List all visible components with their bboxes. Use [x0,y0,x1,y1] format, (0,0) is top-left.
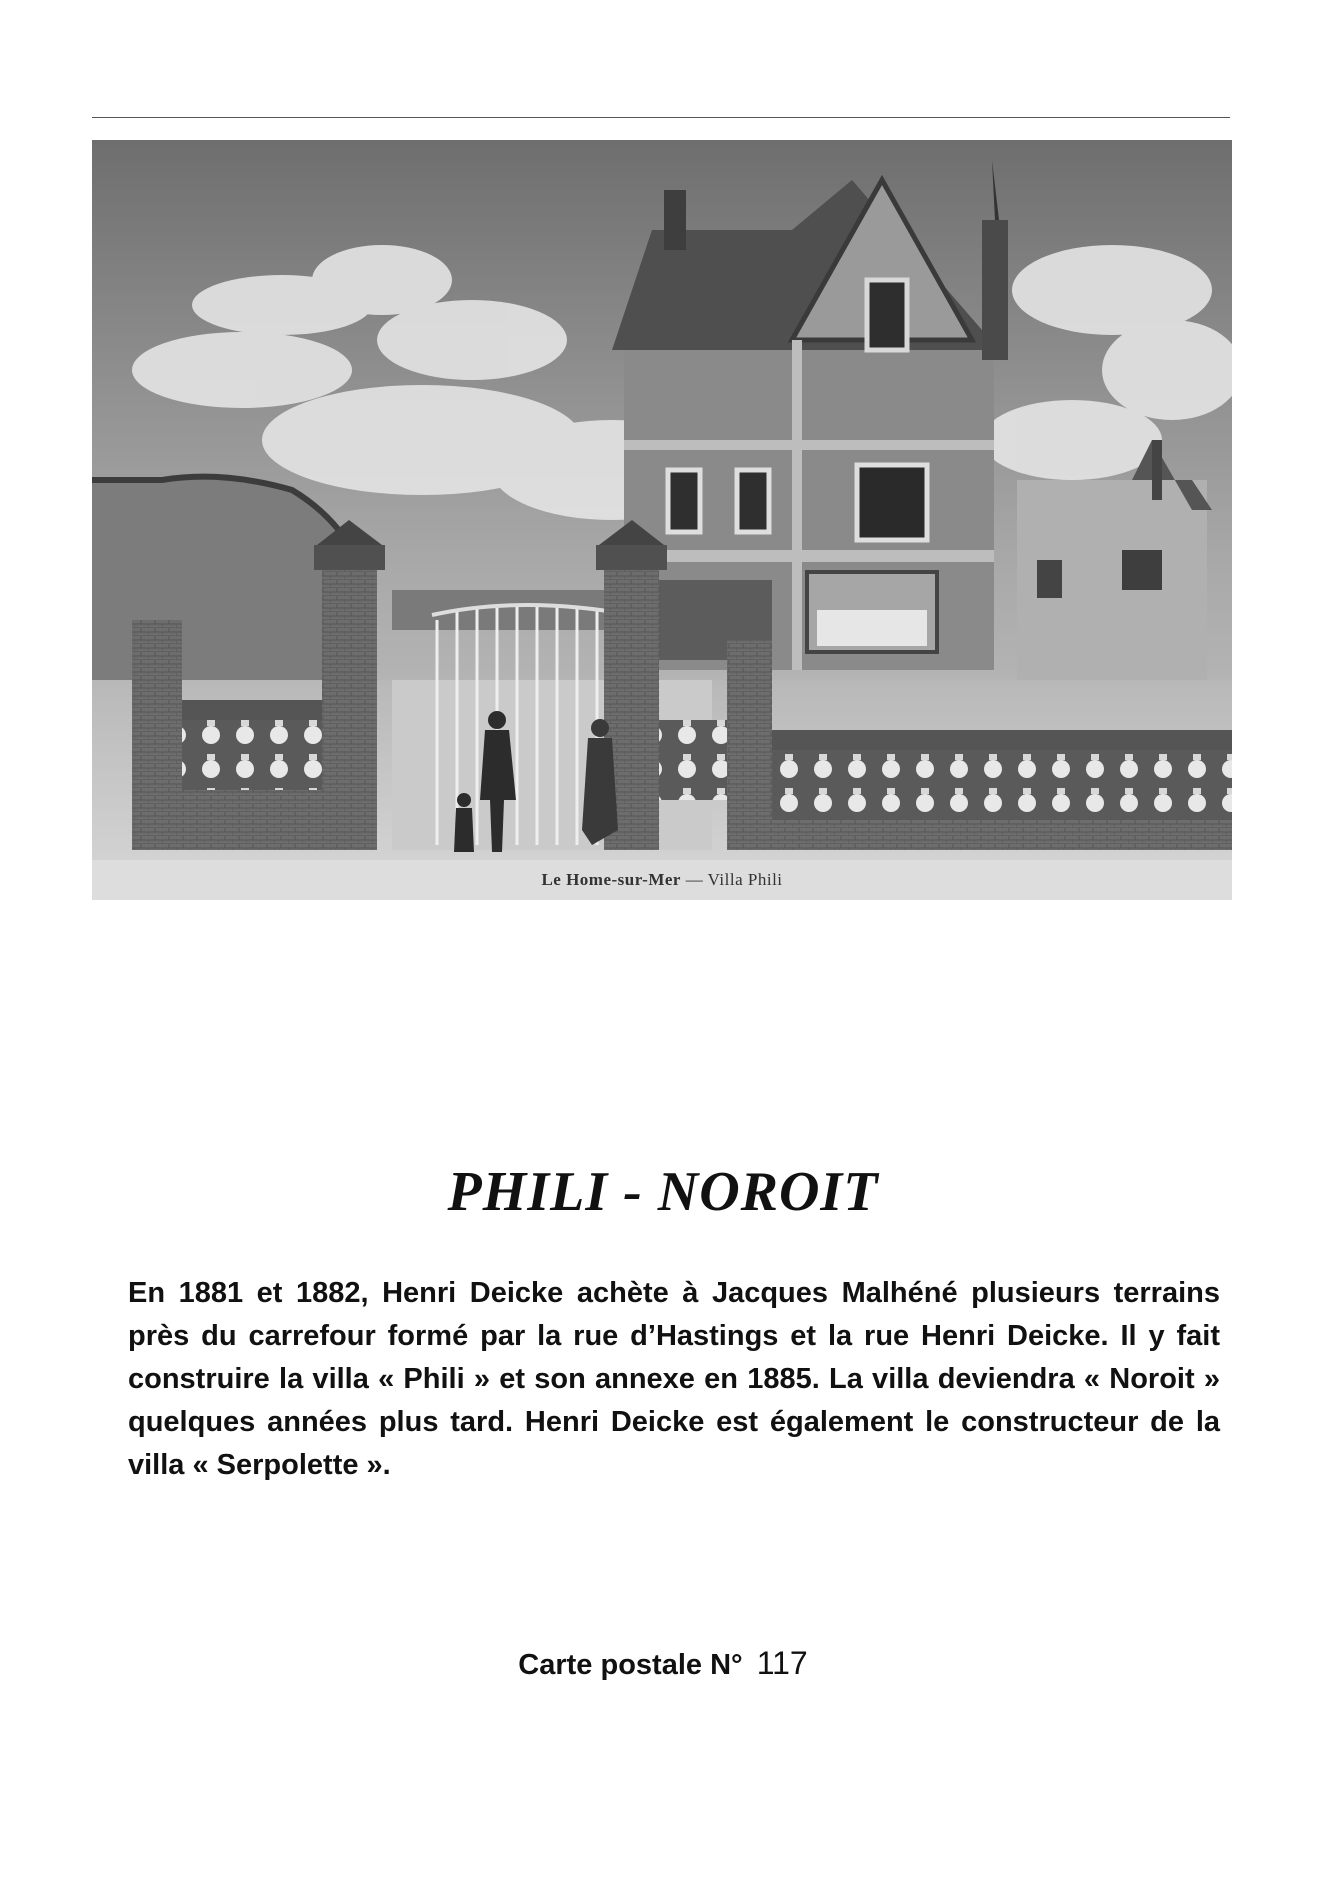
postcard-caption [92,870,1232,890]
postcard-number-label: Carte postale N° [518,1649,743,1681]
postcard-number [0,1645,1326,1682]
body-paragraph: En 1881 et 1882, Henri Deicke achète à Jacques Malhéné plusieurs terrains près du carrefour formé par la rue d’Hastings et la rue Henri Deicke. Il y fait construire la villa « Phili » et son annexe en 1885. La villa deviendra « Noroit » quelques années plus tard. Henri Deicke est également le constructeur de la villa « Serpolette ». [128,1277,1220,1481]
top-rule [92,117,1230,118]
postcard-number-value: 117 [756,1645,808,1681]
caption-subject: Villa Phili [707,870,783,889]
caption-separator: — [685,870,704,889]
postcard-photo [92,140,1232,900]
page-title: PHILI - NOROIT [447,1161,879,1223]
caption-place: Le Home-sur-Mer [541,870,681,889]
villa-photo-image [92,140,1232,900]
